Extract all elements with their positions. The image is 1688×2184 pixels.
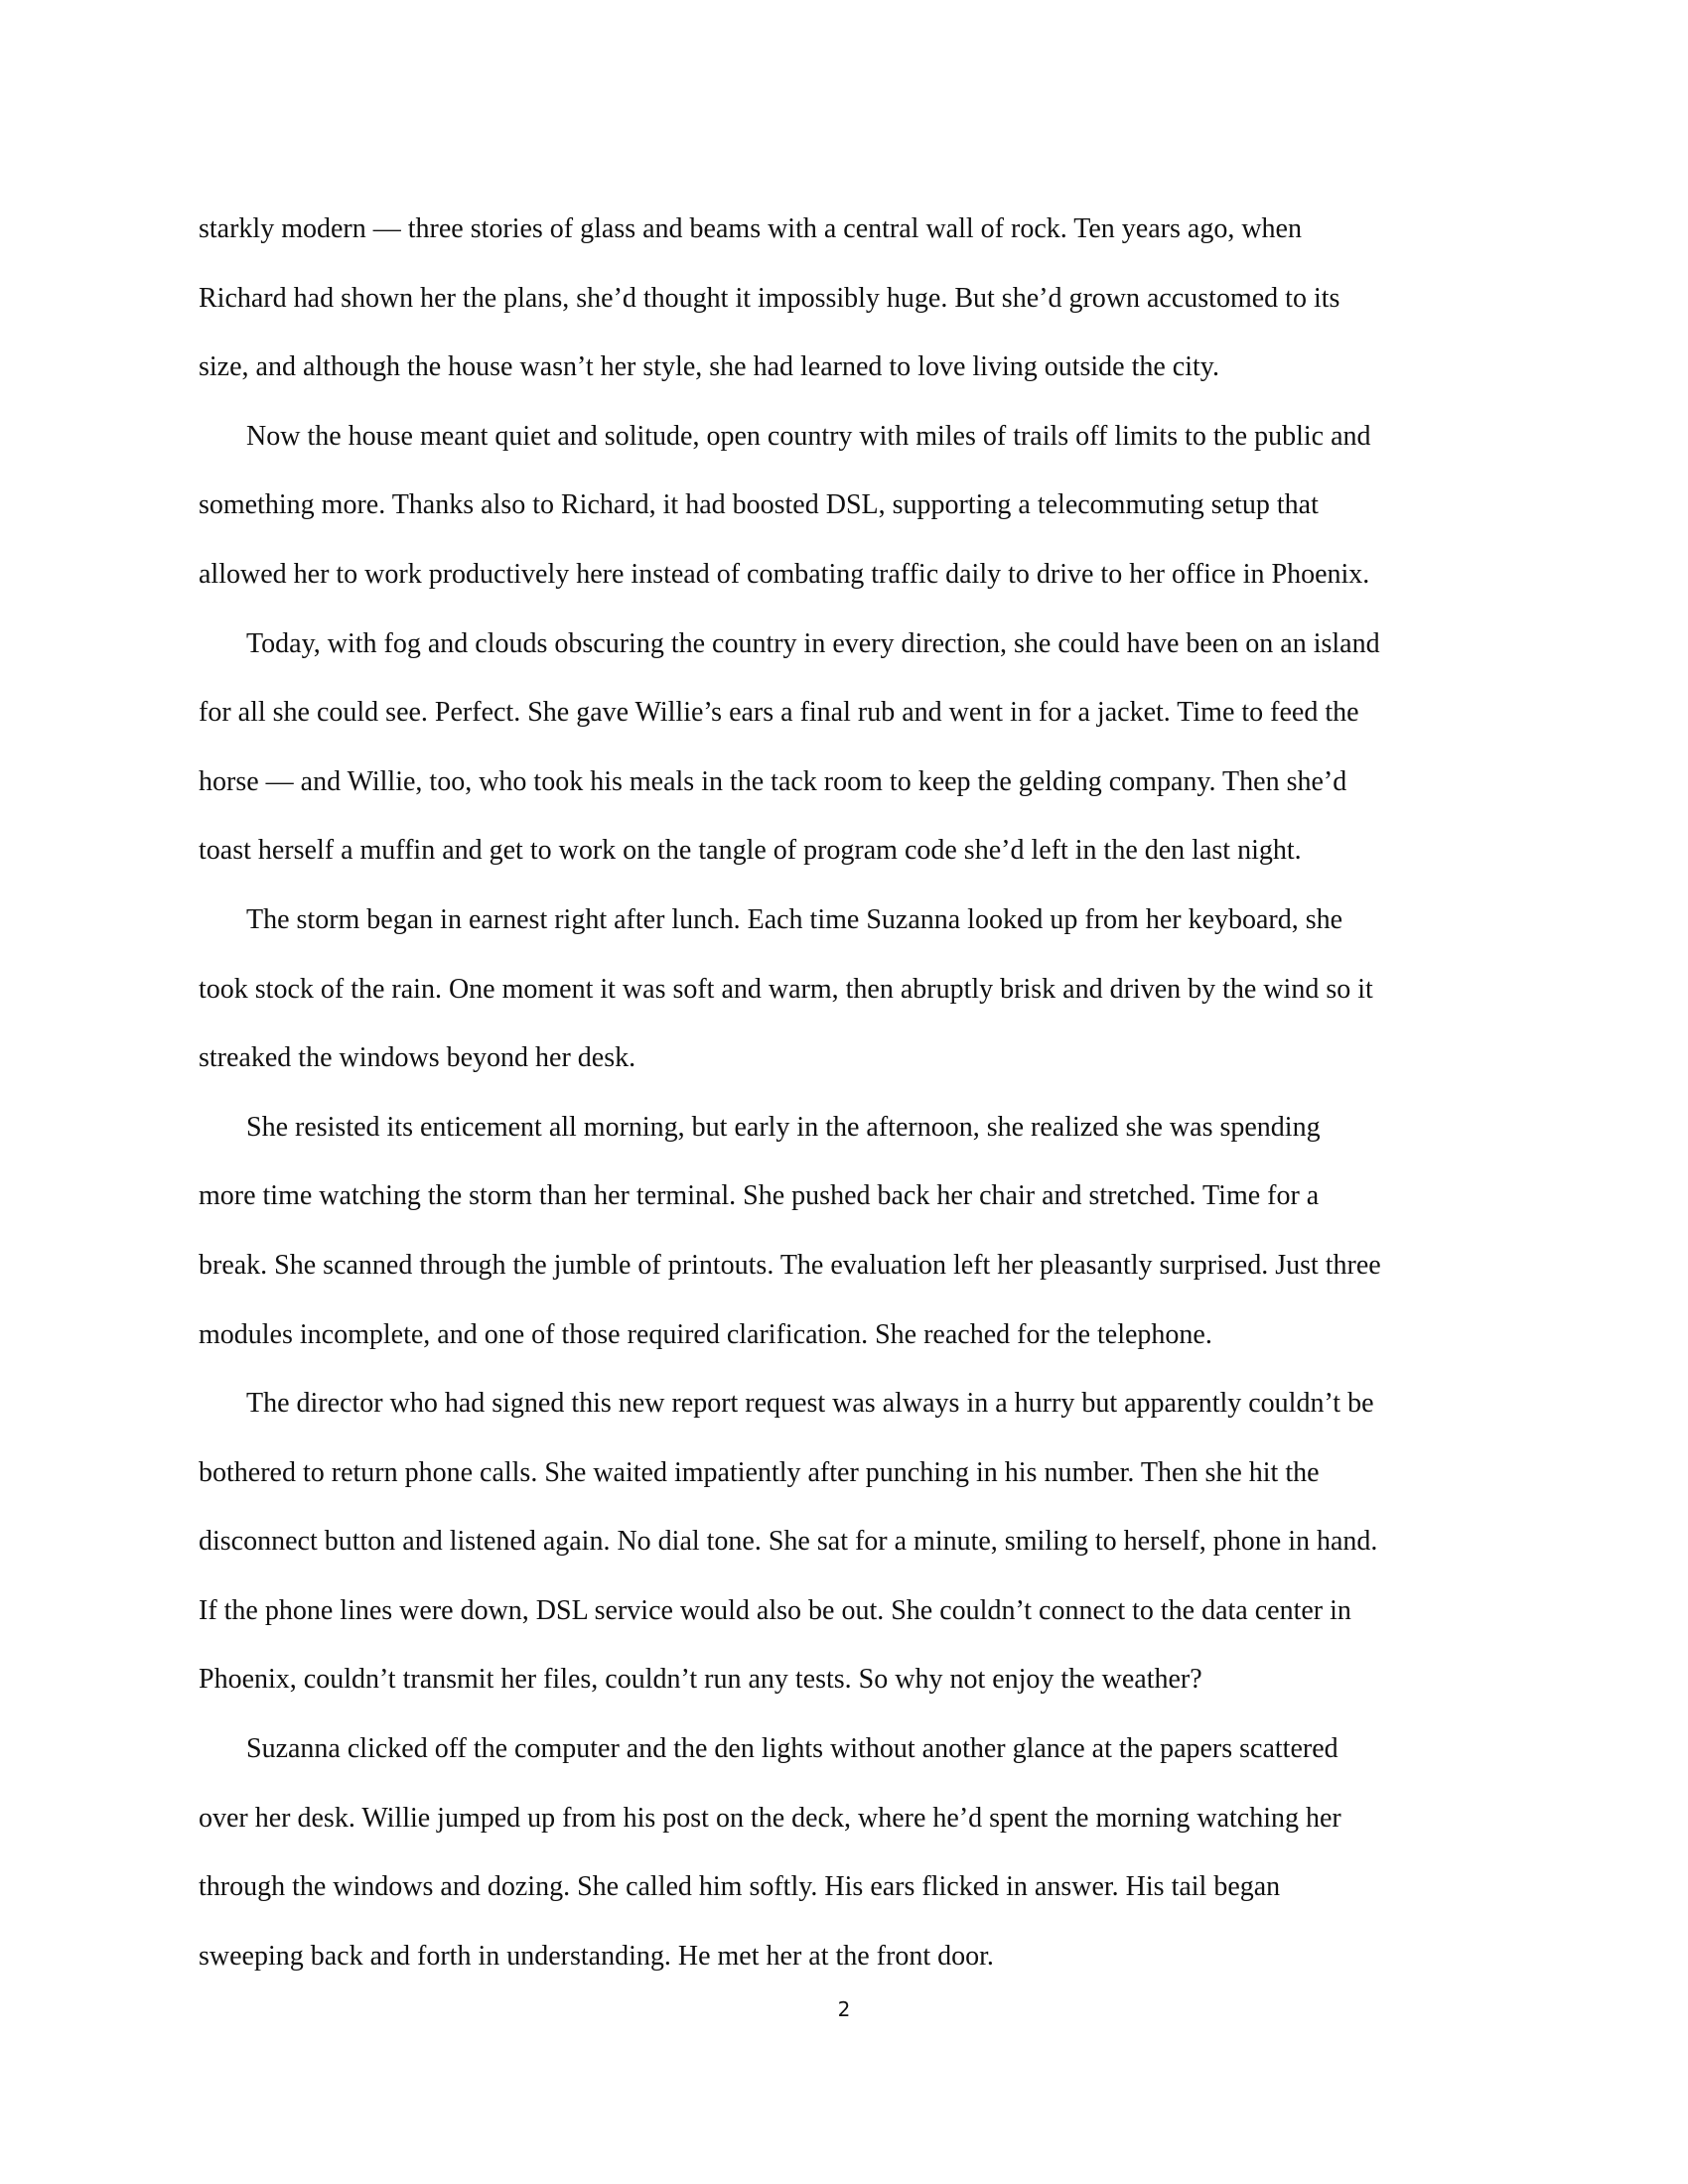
text-line: starkly modern — three stories of glass and beams with a central wall of rock. Ten years ago, when: [199, 213, 1302, 244]
text-line: streaked the windows beyond her desk.: [199, 1042, 636, 1074]
paragraph-first-line: The director who had signed this new report request was always in a hurry but apparently couldn’t be: [246, 1388, 1374, 1420]
text-line: horse — and Willie, too, who took his meals in the tack room to keep the gelding company. Then she’d: [199, 765, 1347, 797]
text-line: break. She scanned through the jumble of printouts. The evaluation left her pleasantly surprised. Just three: [199, 1249, 1381, 1281]
text-line: more time watching the storm than her terminal. She pushed back her chair and stretched. Time for a: [199, 1180, 1320, 1212]
text-line: disconnect button and listened again. No dial tone. She sat for a minute, smiling to herself, phone in hand.: [199, 1526, 1378, 1558]
text-line: something more. Thanks also to Richard, it had boosted DSL, supporting a telecommuting setup that: [199, 489, 1319, 521]
paragraph-first-line: The storm began in earnest right after lunch. Each time Suzanna looked up from her keyboard, she: [246, 903, 1343, 935]
text-line: bothered to return phone calls. She waited impatiently after punching in his number. Then she hit the: [199, 1456, 1320, 1488]
text-line: toast herself a muffin and get to work on the tangle of program code she’d left in the den last night.: [199, 835, 1302, 867]
text-line: If the phone lines were down, DSL service would also be out. She couldn’t connect to the data center in: [199, 1594, 1351, 1626]
text-line: allowed her to work productively here instead of combating traffic daily to drive to her office in Phoenix.: [199, 558, 1370, 590]
text-line: size, and although the house wasn’t her style, she had learned to love living outside the city.: [199, 351, 1219, 383]
text-line: Richard had shown her the plans, she’d thought it impossibly huge. But she’d grown accustomed to its: [199, 282, 1340, 314]
text-line: took stock of the rain. One moment it was soft and warm, then abruptly brisk and driven by the wind so it: [199, 973, 1373, 1005]
paragraph-first-line: Now the house meant quiet and solitude, open country with miles of trails off limits to the public and: [246, 420, 1371, 452]
paragraph-first-line: Suzanna clicked off the computer and the den lights without another glance at the papers scattered: [246, 1733, 1338, 1765]
text-line: Phoenix, couldn’t transmit her files, couldn’t run any tests. So why not enjoy the weather?: [199, 1664, 1202, 1696]
text-line: sweeping back and forth in understanding. He met her at the front door.: [199, 1940, 994, 1972]
page-number: 2: [837, 1997, 851, 2021]
paragraph-first-line: She resisted its enticement all morning, but early in the afternoon, she realized she was spending: [246, 1111, 1321, 1143]
text-line: modules incomplete, and one of those required clarification. She reached for the telephone.: [199, 1318, 1212, 1350]
text-line: for all she could see. Perfect. She gave Willie’s ears a final rub and went in for a jacket. Time to feed the: [199, 697, 1359, 729]
body-text: [199, 195, 1509, 1990]
text-line: over her desk. Willie jumped up from his post on the deck, where he’d spent the morning watching her: [199, 1802, 1341, 1834]
paragraph-first-line: Today, with fog and clouds obscuring the country in every direction, she could have been on an island: [246, 627, 1380, 659]
text-line: through the windows and dozing. She called him softly. His ears flicked in answer. His tail began: [199, 1871, 1281, 1903]
